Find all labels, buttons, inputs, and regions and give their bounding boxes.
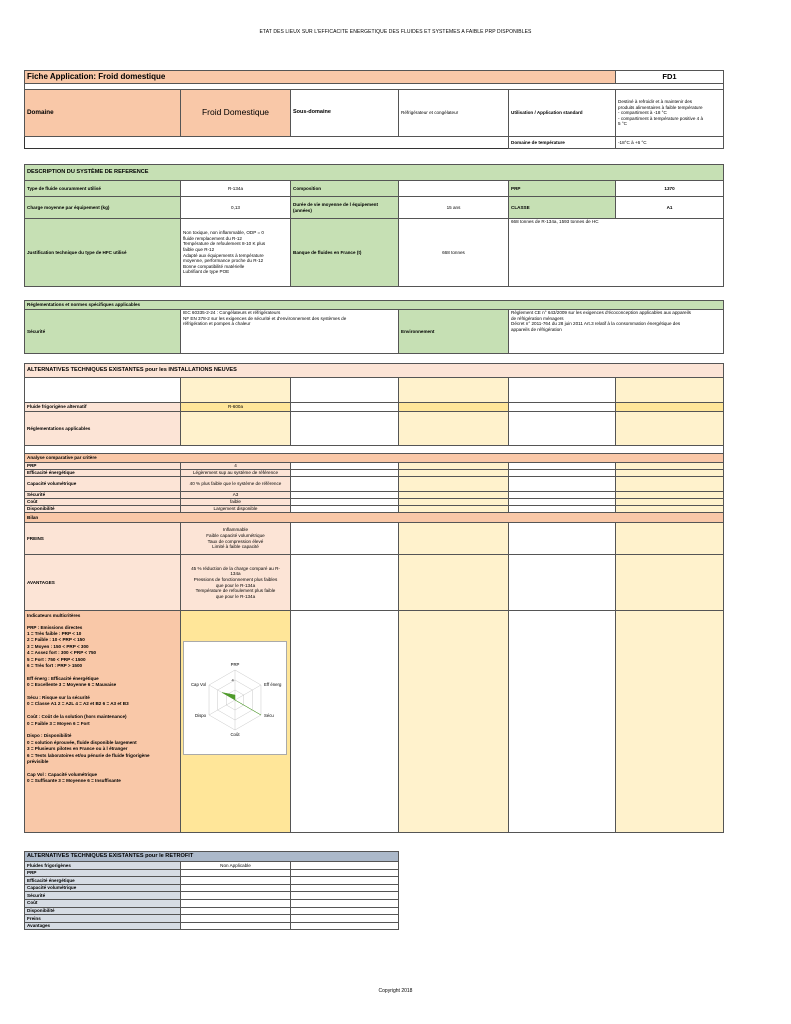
retrofit-title: ALTERNATIVES TECHNIQUES EXISTANTES pour le RETROFIT — [25, 852, 399, 862]
utilisation-line: Destiné à refroidir et à maintenir des — [618, 99, 693, 105]
sheet-code: FD1 — [616, 71, 724, 84]
classe-label: CLASSE — [509, 197, 616, 219]
retrofit-empty — [291, 907, 399, 915]
blank-cell — [616, 378, 724, 403]
retrofit-value — [181, 899, 291, 907]
blank-cell — [509, 463, 616, 470]
prp-value: 1370 — [616, 181, 724, 197]
bilan-label: Bilan — [25, 513, 724, 523]
blank-cell — [616, 463, 724, 470]
retrofit-value — [181, 869, 291, 877]
blank-cell — [291, 555, 399, 611]
blank-cell — [616, 470, 724, 477]
blank-cell — [616, 477, 724, 492]
banque-value: 668 tonnes — [399, 219, 509, 287]
justif-label: Justification technique du type de HFC utilisé — [25, 219, 181, 287]
blank-cell — [291, 477, 399, 492]
crit-dispo-label: Disponibilité — [25, 506, 181, 513]
blank-cell — [399, 477, 509, 492]
indicator-line: Dispo : Disponibilité — [27, 733, 72, 739]
blank-cell — [399, 378, 509, 403]
fluide-value: R-134a — [181, 181, 291, 197]
blank-cell — [25, 378, 181, 403]
retrofit-value — [181, 922, 291, 930]
sous-domaine-value: Réfrigérateur et congélateur — [399, 90, 509, 137]
crit-secu-value: A3 — [181, 492, 291, 499]
prp-label: PRP — [509, 181, 616, 197]
securite-line: IEC 60335-2-24 : Congélateurs et réfrigérateurs — [183, 310, 281, 315]
indicator-line: 3 = Plusieurs pilotes en France ou à l étranger — [27, 746, 128, 752]
blank-cell — [399, 611, 509, 833]
utilisation-line: - compartiment à -18 °C — [618, 110, 667, 116]
blank-cell — [181, 378, 291, 403]
utilisation-line: 5 °C — [618, 121, 628, 127]
securite-line: réfrigération et pompes à chaleur — [183, 321, 251, 327]
crit-cout-label: Coût — [25, 499, 181, 506]
avantages-line: Pressions de fonctionnement plus faibles — [193, 576, 278, 582]
justif-line: fluide remplacement du R-12 — [183, 235, 242, 241]
blank-cell — [291, 463, 399, 470]
regs-table — [24, 300, 724, 354]
retrofit-empty — [291, 915, 399, 923]
retrofit-value — [181, 907, 291, 915]
radar-cell — [181, 611, 291, 833]
env-line: appareils de réfrigération — [511, 326, 562, 332]
justif-line: Température de refoulement 8-10 K plus — [183, 241, 266, 247]
duree-value: 15 ans — [399, 197, 509, 219]
crit-cap-label: Capacité volumétrique — [25, 477, 181, 492]
freins-line: Inflammable — [222, 527, 249, 533]
retrofit-value — [181, 877, 291, 885]
retrofit-label: Capacité volumétrique — [25, 884, 181, 892]
blank-cell — [509, 499, 616, 506]
crit-cap-value: 40 % plus faible que le système de référence — [181, 477, 291, 492]
justif-line: faible que R-12 — [183, 246, 215, 252]
retrofit-label: Fluides frigorigènes — [25, 862, 181, 870]
justif-line: Lubrifiant de type POE — [183, 269, 230, 275]
radar-axis-label: Cap Vol — [190, 682, 207, 687]
blank-cell — [616, 499, 724, 506]
retrofit-value — [181, 915, 291, 923]
indicator-line: Eff énerg : Efficacité énergétique — [27, 675, 99, 681]
indicator-line: 0 = Faible 3 = Moyen 6 = Fort — [27, 720, 90, 726]
retrofit-empty — [291, 884, 399, 892]
justif-line: Bonne compatibilité matérielle — [183, 263, 245, 269]
env-line: Décret n° 2011-764 du 28 juin 2011 Art.3 relatif à la consommation énergétique des — [511, 321, 681, 327]
radar-chart — [183, 641, 287, 755]
blank-cell — [616, 555, 724, 611]
retrofit-label: Efficacité énergétique — [25, 877, 181, 885]
retrofit-label: PRP — [25, 869, 181, 877]
freins-line: Faible capacité volumétrique — [206, 532, 265, 538]
indicator-line: Cap Vol : Capacité volumétrique — [27, 771, 98, 777]
retrofit-label: Avantages — [25, 922, 181, 930]
retrofit-empty — [291, 899, 399, 907]
alt-fluide-value: R-600a — [181, 403, 291, 412]
avantages-label: AVANTAGES — [25, 555, 181, 611]
retrofit-label: Sécurité — [25, 892, 181, 900]
duree-label: Durée de vie moyenne de l équipement (années) — [291, 197, 399, 219]
indicator-line: 0 = Excellente 3 = Moyenne 6 = Mauvaise — [27, 682, 117, 688]
spacer-row — [25, 446, 724, 454]
composition-label: Composition — [291, 181, 399, 197]
retrofit-empty — [291, 922, 399, 930]
blank-cell — [399, 463, 509, 470]
alt-fluide-label: Fluide frigorigène alternatif — [25, 403, 181, 412]
blank-cell — [399, 412, 509, 446]
indicator-line: Sécu : Risque sur la sécurité — [27, 695, 90, 701]
retrofit-label: Freins — [25, 915, 181, 923]
avantages-line: que pour le R-134a — [215, 582, 256, 588]
alt-new-table — [24, 363, 724, 833]
regs-title: Réglementations et normes spécifiques applicables — [25, 301, 724, 310]
env-line: Règlement CE n° 643/2009 sur les exigences d'écoconception applicables aux appareils — [511, 310, 691, 315]
securite-label: Sécurité — [25, 310, 181, 354]
indicator-line: PRP : Emissions directes — [27, 624, 83, 630]
fluide-label: Type de fluide couramment utilisé — [25, 181, 181, 197]
blank-cell — [509, 403, 616, 412]
blank-cell — [509, 523, 616, 555]
blank-cell — [616, 492, 724, 499]
indicators-title: Indicateurs multicritères — [27, 613, 81, 618]
retrofit-value — [181, 892, 291, 900]
retrofit-value — [181, 884, 291, 892]
crit-eff-label: Efficacité énergétique — [25, 470, 181, 477]
charge-label: Charge moyenne par équipement (kg) — [25, 197, 181, 219]
blank-cell — [509, 477, 616, 492]
utilisation-line: - compartiment à température positive 4 à — [618, 115, 704, 121]
env-value — [509, 310, 724, 354]
domaine-value: Froid Domestique — [181, 90, 291, 137]
env-label: Environnement — [399, 310, 509, 354]
blank-cell — [509, 492, 616, 499]
radar-axis-label: Sécu — [263, 713, 274, 718]
charge-value: 0,13 — [181, 197, 291, 219]
sheet-title: Fiche Application: Froid domestique — [25, 71, 616, 84]
crit-eff-value: Légèrement sup au système de référence — [181, 470, 291, 477]
radar-axis-label: Eff énerg — [263, 682, 282, 687]
crit-prp-value: 4 — [181, 463, 291, 470]
retrofit-empty — [291, 892, 399, 900]
indicator-line: 0 = Classe A1 2 = A2L 4 = A2 et B2 6 = A3 et B3 — [27, 701, 129, 707]
retrofit-empty — [291, 869, 399, 877]
freins-line: Taux de compression élevé — [207, 538, 264, 544]
radar-axis-label: Coût — [230, 732, 240, 737]
blank-cell — [399, 470, 509, 477]
blank-cell — [399, 506, 509, 513]
freins-value — [181, 523, 291, 555]
indicators-cell — [25, 611, 181, 833]
justif-value — [181, 219, 291, 287]
banque-label: Banque de fluides en France (t) — [291, 219, 399, 287]
blank-cell — [399, 555, 509, 611]
analyse-label: Analyse comparative par critère — [25, 454, 724, 463]
indicators-list — [27, 625, 178, 785]
blank-cell — [291, 412, 399, 446]
blank-cell — [509, 611, 616, 833]
crit-secu-label: Sécurité — [25, 492, 181, 499]
radar-tick-label: 4 — [231, 677, 234, 683]
blank-cell — [291, 523, 399, 555]
utilisation-value — [616, 90, 724, 137]
indicator-line: 5 = Fort : 750 < PRP < 1500 — [27, 656, 86, 662]
retrofit-empty — [291, 877, 399, 885]
blank-cell — [616, 403, 724, 412]
blank-cell — [291, 470, 399, 477]
justif-line: Non toxique, non inflammable, ODP = 0 — [183, 230, 264, 236]
freins-line: Limité à faible capacité — [212, 544, 259, 550]
blank-cell — [616, 412, 724, 446]
alt-reglem-label: Réglementations applicables — [25, 412, 181, 446]
indicator-line: 3 = Moyen : 150 < PRP < 300 — [27, 643, 89, 649]
document-title: ETAT DES LIEUX SUR L'EFFICACITE ENERGETIQUE DES FLUIDES ET SYSTEMES A FAIBLE PRP DISPONIBLES — [259, 29, 532, 35]
blank-cell — [399, 492, 509, 499]
indicator-line: 6 = Tests laboratoires et/ou pénurie de fluide frigorigène — [27, 752, 150, 758]
avantages-value — [181, 555, 291, 611]
radar-axis-label: Dispo — [195, 713, 207, 718]
radar-spoke — [235, 685, 261, 700]
blank-cell — [291, 499, 399, 506]
header-table — [24, 70, 724, 149]
retrofit-value: Non Applicable — [181, 862, 291, 870]
avantages-line: Température de refoulement plus faible — [195, 588, 276, 594]
env-line: de réfrigération ménagers — [511, 315, 564, 321]
avantages-line: 134a — [230, 571, 241, 577]
radar-spoke — [209, 700, 235, 715]
indicator-line: prévisible — [27, 759, 49, 765]
retrofit-table — [24, 851, 399, 930]
banque-note: 668 tonnes de R-134a, 1593 tonnes de HC — [509, 219, 724, 287]
freins-label: FREINS — [25, 523, 181, 555]
radar-axis-label: PRP — [230, 662, 240, 667]
retrofit-empty — [291, 862, 399, 870]
sous-domaine-label: Sous-domaine — [291, 90, 399, 137]
domaine-temp-value: -18°C à +6 °C — [616, 137, 724, 149]
securite-line: NF EN 378-2 sur les exigences de sécurité et d'environnement des systèmes de — [183, 315, 347, 321]
blank-cell — [399, 523, 509, 555]
composition-value — [399, 181, 509, 197]
blank-cell — [291, 506, 399, 513]
blank-cell — [616, 523, 724, 555]
crit-cout-value: faible — [181, 499, 291, 506]
blank-cell — [509, 378, 616, 403]
domaine-temp-label: Domaine de température — [509, 137, 616, 149]
indicator-line: 1 = Très faible : PRP < 10 — [27, 631, 82, 636]
utilisation-line: produits alimentaires à faible température — [618, 104, 703, 110]
indicator-line: 4 = Assez fort : 300 < PRP < 750 — [27, 650, 97, 656]
retrofit-label: Coût — [25, 899, 181, 907]
crit-prp-label: PRP — [25, 463, 181, 470]
utilisation-label: Utilisation / Application standard — [509, 90, 616, 137]
avantages-line: que pour le R-134a — [215, 593, 256, 599]
blank-cell — [399, 499, 509, 506]
retrofit-label: Disponibilité — [25, 907, 181, 915]
blank-cell — [25, 137, 509, 149]
reference-title: DESCRIPTION DU SYSTÈME DE REFERENCE — [25, 165, 724, 181]
blank-cell — [291, 611, 399, 833]
indicator-line: 6 = Très fort : PRP > 1500 — [27, 663, 83, 669]
classe-value: A1 — [616, 197, 724, 219]
blank-cell — [509, 470, 616, 477]
justif-line: moyenne, performance proche du R-12 — [183, 258, 264, 264]
blank-cell — [509, 412, 616, 446]
blank-cell — [509, 555, 616, 611]
indicator-line: 0 = solution éprouvée, fluide disponible largement — [27, 739, 137, 745]
blank-cell — [616, 611, 724, 833]
alt-new-title: ALTERNATIVES TECHNIQUES EXISTANTES pour les INSTALLATIONS NEUVES — [25, 364, 724, 378]
securite-value — [181, 310, 399, 354]
radar-series-area — [222, 693, 261, 716]
blank-cell — [291, 492, 399, 499]
blank-cell — [181, 412, 291, 446]
indicator-line: 2 = Faible : 10 < PRP < 150 — [27, 637, 85, 643]
blank-cell — [399, 403, 509, 412]
blank-cell — [291, 378, 399, 403]
blank-cell — [509, 506, 616, 513]
avantages-line: 45 % réduction de la charge comparé au R- — [191, 565, 280, 571]
blank-cell — [616, 506, 724, 513]
justif-line: Adapté aux équipements à température — [183, 252, 264, 258]
reference-table — [24, 164, 724, 287]
indicator-line: Coût : Coût de la solution (hors maintenance) — [27, 714, 127, 720]
crit-dispo-value: Largement disponible — [181, 506, 291, 513]
blank-cell — [291, 403, 399, 412]
copyright: Copyright 2018 — [378, 988, 413, 994]
domaine-label: Domaine — [25, 90, 181, 137]
indicator-line: 0 = Suffisante 3 = Moyenne 6 = Insuffisante — [27, 778, 121, 784]
